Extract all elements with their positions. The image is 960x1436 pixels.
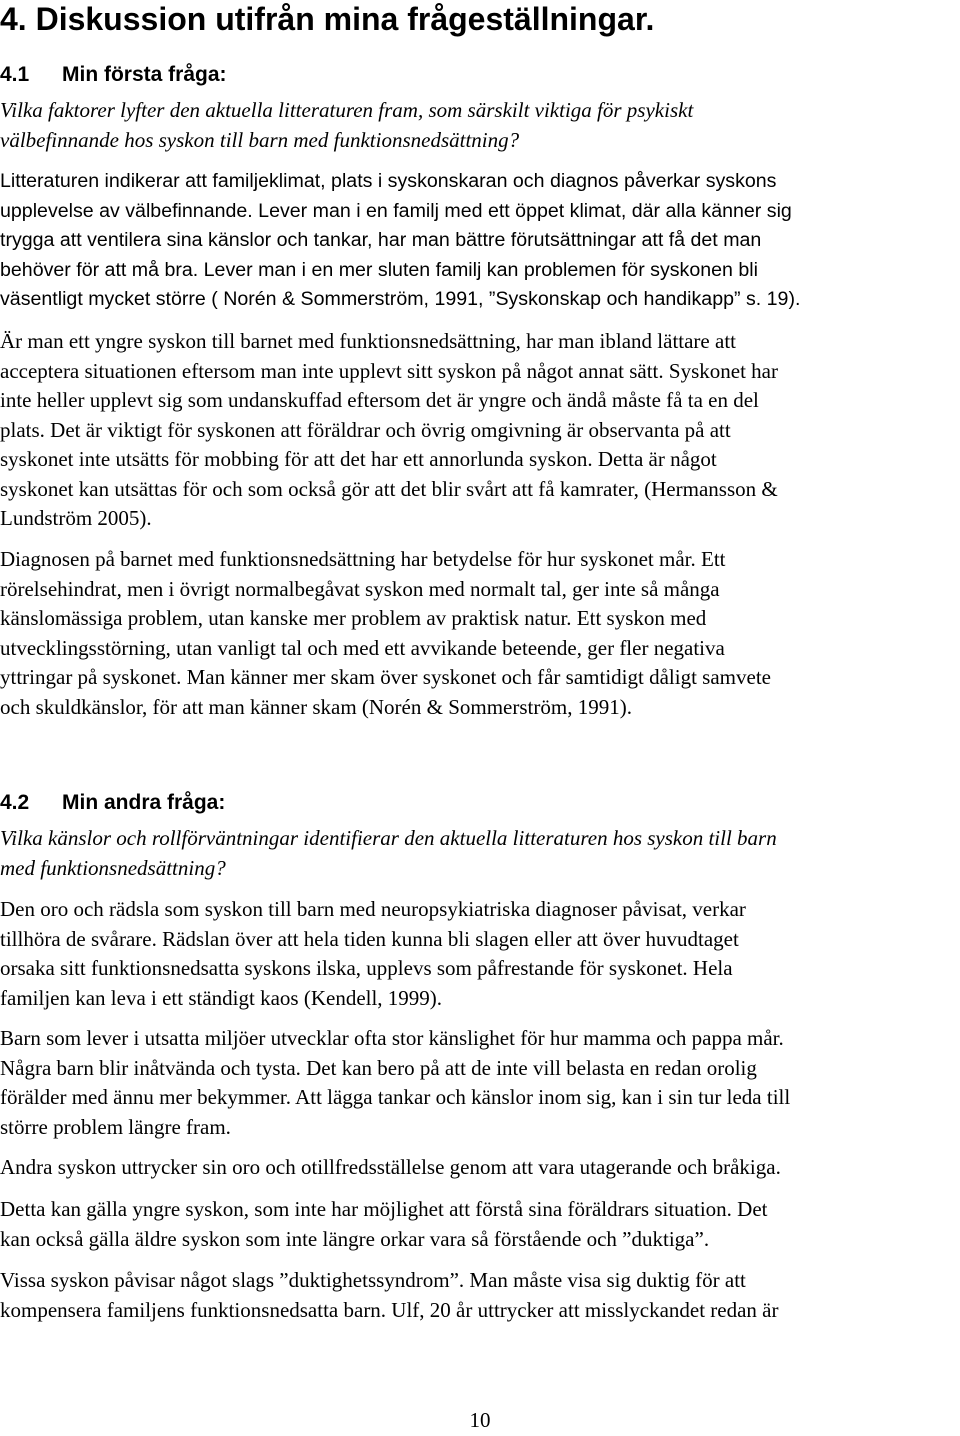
text-line: behöver för att må bra. Lever man i en mer sluten familj kan problemen för syskonen bli [0, 258, 758, 281]
paragraph-4-1-3 [0, 545, 960, 722]
text-line: familjen kan leva i ett ständigt kaos (Kendell, 1999). [0, 985, 443, 1010]
text-line: Diagnosen på barnet med funktionsnedsättning har betydelse för hur syskonet mår. Ett [0, 547, 726, 571]
text-line: upplevelse av välbefinnande. Lever man i en familj med ett öppet klimat, där alla känner sig [0, 199, 792, 222]
paragraph-4-1-2 [0, 327, 960, 534]
paragraph-4-2-1 [0, 895, 960, 1013]
section-heading-4-2 [0, 788, 225, 818]
question-1 [0, 96, 960, 155]
text-line: välbefinnande hos syskon till barn med funktionsnedsättning? [0, 127, 520, 152]
text-line: Några barn blir inåtvända och tysta. Det kan bero på att de inte vill belasta en redan orolig [0, 1055, 757, 1080]
text-line: Vilka känslor och rollförväntningar identifierar den aktuella litteraturen hos syskon till barn [0, 826, 777, 850]
text-line: utvecklingsstörning, utan vanligt tal och med ett avvikande beteende, ger fler negativa [0, 635, 725, 660]
chapter-heading: 4. Diskussion utifrån mina frågeställningar. [0, 1, 655, 37]
text-line: Barn som lever i utsatta miljöer utvecklar ofta stor känslighet för hur mamma och pappa mår. [0, 1026, 784, 1050]
text-line: väsentligt mycket större ( Norén & Sommerström, 1991, ”Syskonskap och handikapp” s. 19). [0, 288, 801, 310]
paragraph-4-2-3 [0, 1153, 960, 1183]
text-line: Detta kan gälla yngre syskon, som inte har möjlighet att förstå sina föräldrars situation. Det [0, 1197, 768, 1221]
paragraph-4-2-5 [0, 1266, 960, 1325]
text-line: orsaka sitt funktionsnedsatta syskons ilska, upplevs som påfrestande för syskonet. Hela [0, 956, 733, 980]
page-number: 10 [469, 1408, 491, 1432]
text-line: Den oro och rädsla som syskon till barn med neuropsykiatriska diagnoser påvisat, verkar [0, 897, 746, 921]
section-title: Min första fråga: [62, 63, 227, 86]
section-title: Min andra fråga: [62, 791, 226, 814]
text-line: och skuldkänslor, för att man känner skam (Norén & Sommerström, 1991). [0, 694, 632, 719]
text-line: Vilka faktorer lyfter den aktuella litteraturen fram, som särskilt viktiga för psykiskt [0, 98, 694, 122]
text-line: Är man ett yngre syskon till barnet med funktionsnedsättning, har man ibland lättare att [0, 329, 736, 353]
text-line: rörelsehindrat, men i övrigt normalbegåvat syskon med normalt tal, ger inte så många [0, 576, 720, 601]
text-line: syskonet inte utsätts för mobbing för att det har ett annorlunda syskon. Detta är något [0, 447, 717, 471]
text-line: tillhöra de svårare. Rädslan över att hela tiden kunna bli slagen eller att över huvudtaget [0, 926, 739, 951]
text-line: trygga att ventilera sina känslor och tankar, har man bättre förutsättningar att få det man [0, 229, 762, 251]
text-line: plats. Det är viktigt för syskonen att föräldrar och övrig omgivning är observanta på att [0, 417, 731, 442]
text-line: kompensera familjens funktionsnedsatta barn. Ulf, 20 år uttrycker att misslyckandet redan är [0, 1297, 779, 1322]
text-line: förälder med ännu mer bekymmer. Att lägga tankar och känslor inom sig, kan i sin tur leda till [0, 1085, 791, 1109]
paragraph-4-2-4 [0, 1195, 960, 1254]
text-line: syskonet kan utsättas för och som också gör att det blir svårt att få kamrater, (Hermansson & [0, 476, 778, 501]
section-heading-4-1 [0, 60, 227, 90]
question-2 [0, 824, 960, 883]
text-line: Andra syskon uttrycker sin oro och otillfredsställelse genom att vara utagerande och bråkiga. [0, 1155, 781, 1179]
section-number: 4.1 [0, 63, 30, 86]
section-number: 4.2 [0, 791, 30, 814]
text-line: känslomässiga problem, utan kanske mer problem av praktisk natur. Ett syskon med [0, 606, 707, 630]
text-line: yttringar på syskonet. Man känner mer skam över syskonet och får samtidigt dåligt samvete [0, 665, 771, 689]
paragraph-4-1-1 [0, 167, 960, 315]
text-line: större problem längre fram. [0, 1114, 231, 1139]
text-line: Vissa syskon påvisar något slags ”duktighetssyndrom”. Man måste visa sig duktig för att [0, 1268, 746, 1292]
text-line: inte heller upplevt sig som undanskuffad eftersom det är yngre och ändå måste få ta en del [0, 388, 759, 412]
text-line: kan också gälla äldre syskon som inte längre orkar vara så förstående och ”duktiga”. [0, 1226, 710, 1251]
paragraph-4-2-2 [0, 1024, 960, 1142]
text-line: Litteraturen indikerar att familjeklimat, plats i syskonskaran och diagnos påverkar syskons [0, 170, 777, 192]
text-line: acceptera situationen eftersom man inte upplevt sitt syskon på något annat sätt. Syskonet har [0, 358, 778, 383]
text-line: Lundström 2005). [0, 506, 152, 530]
text-line: med funktionsnedsättning? [0, 855, 226, 880]
